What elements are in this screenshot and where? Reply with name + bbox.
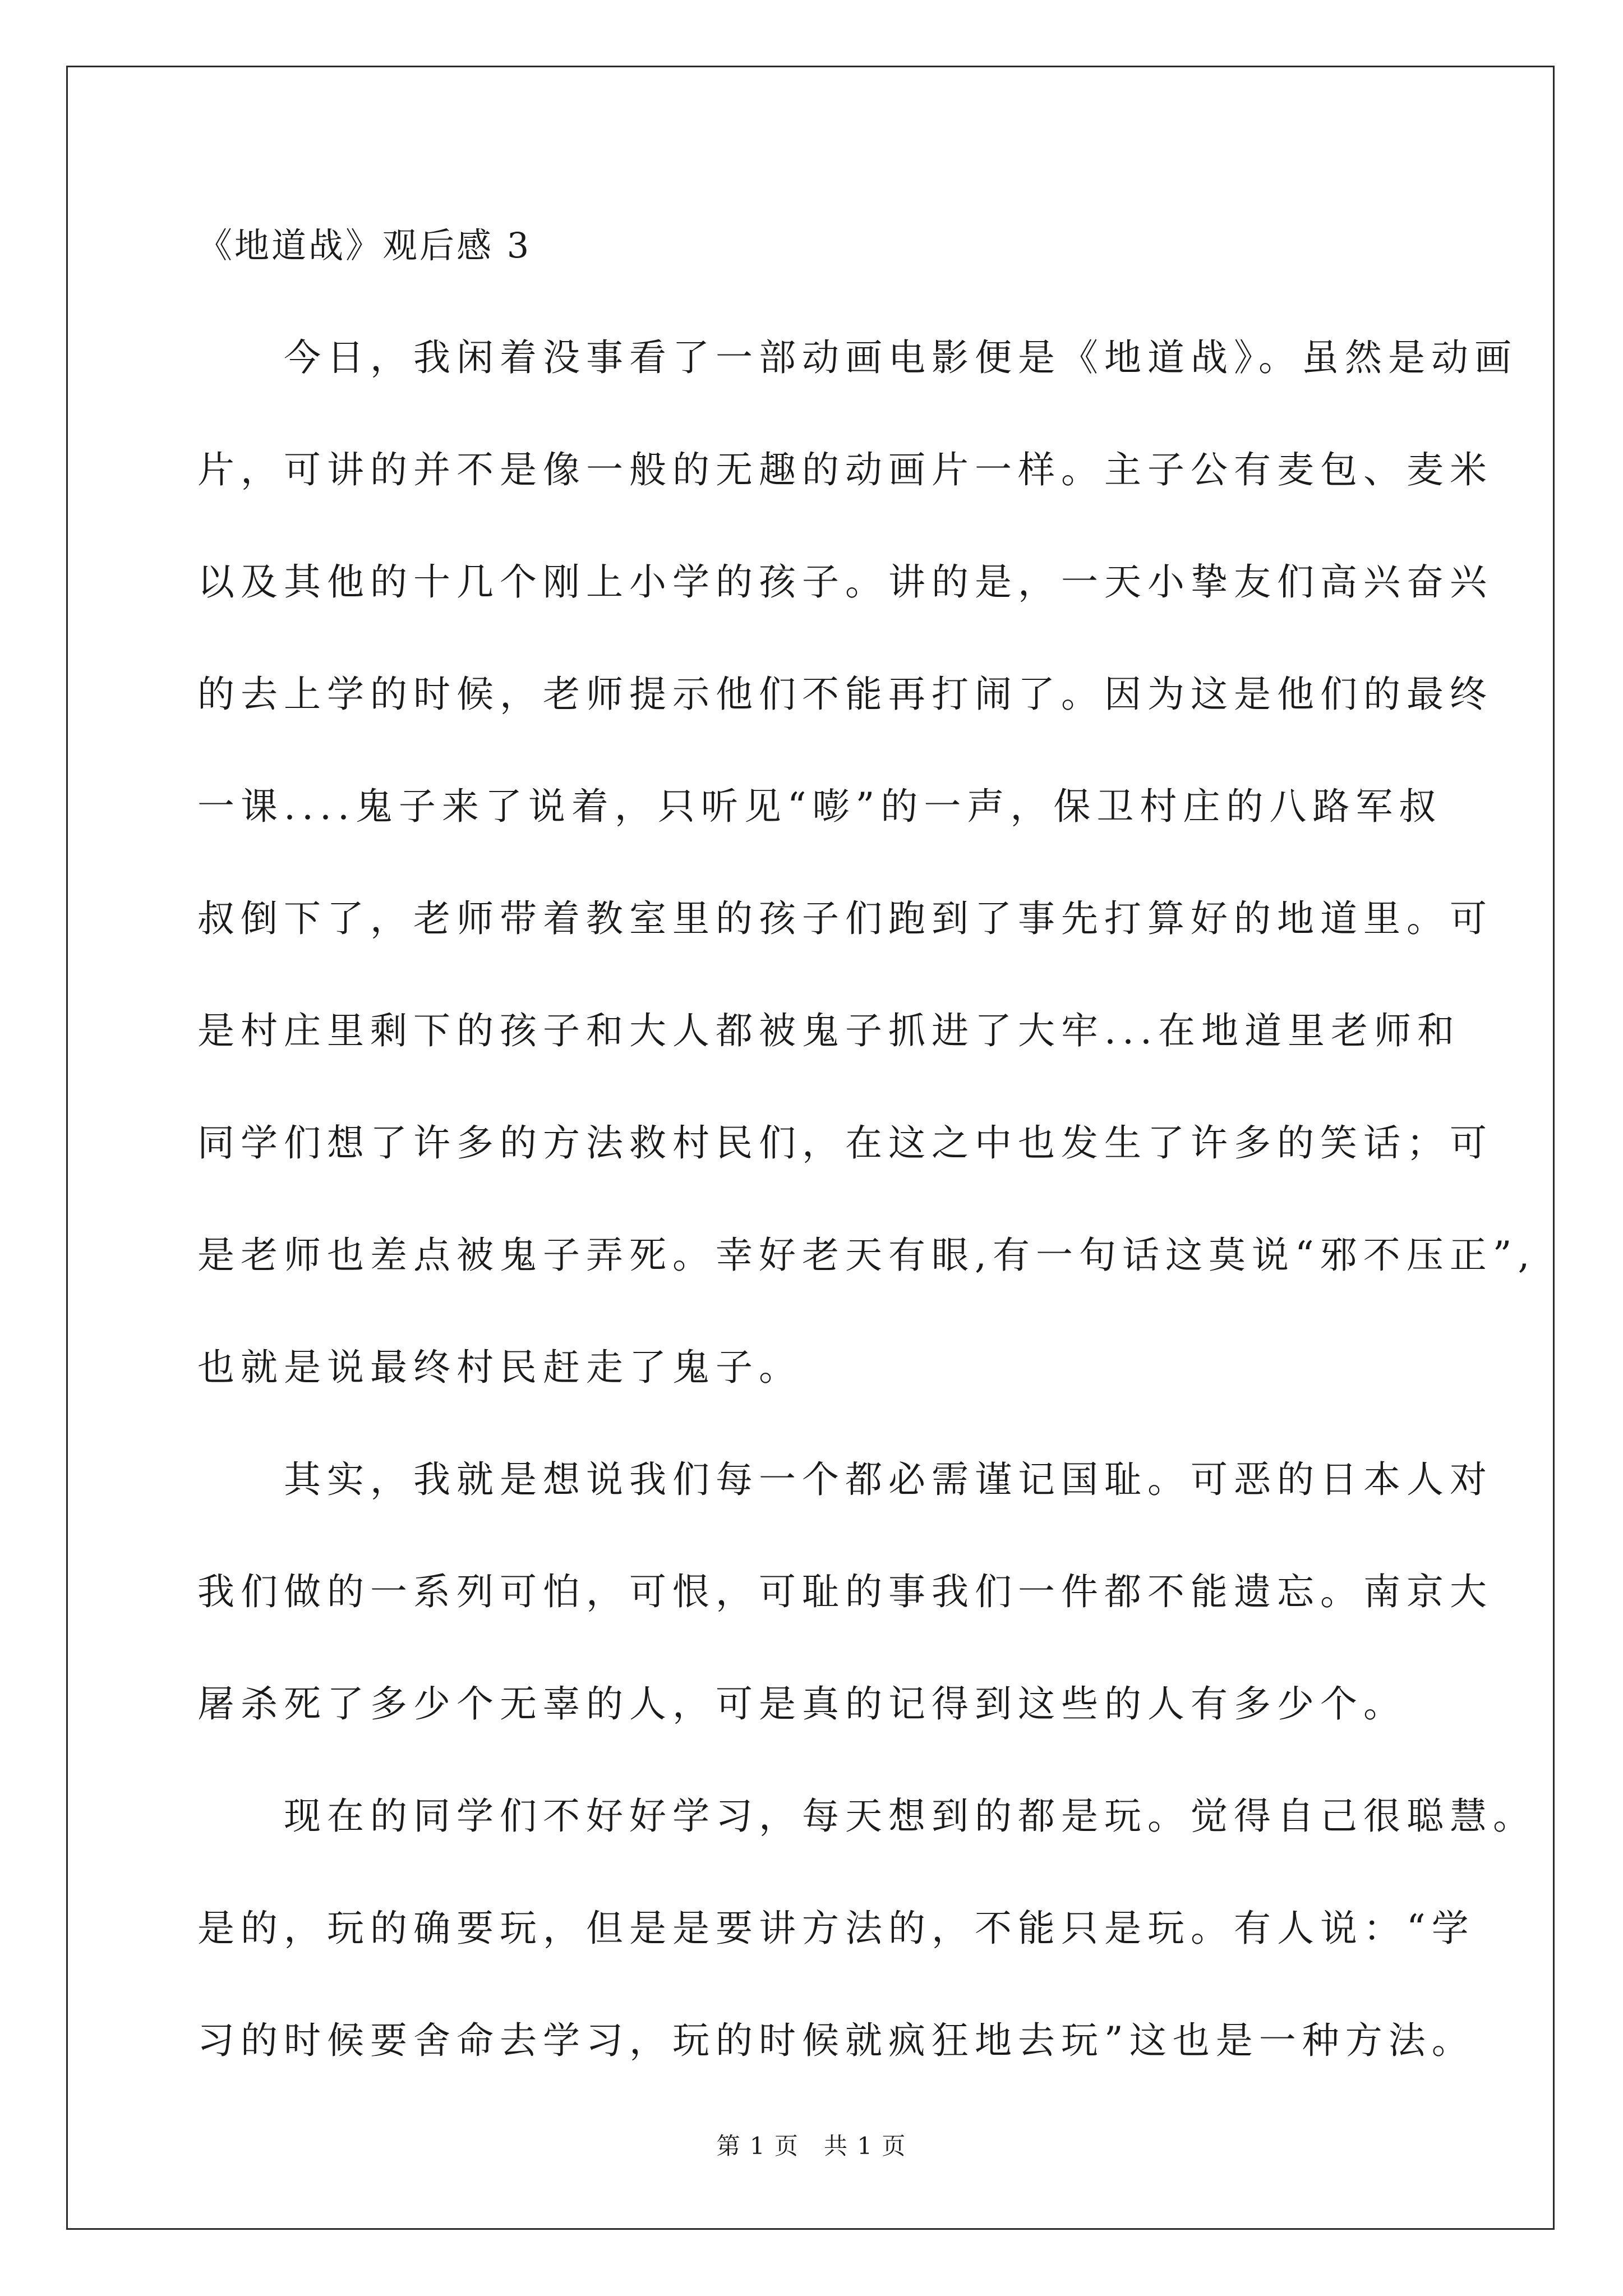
body-line: 是的，玩的确要玩，但是是要讲方法的，不能只是玩。有人说：“学 [197, 1907, 1475, 1950]
body-line: 我们做的一系列可怕，可恨，可耻的事我们一件都不能遗忘。南京大 [197, 1570, 1493, 1613]
body-line: 现在的同学们不好好学习，每天想到的都是玩。觉得自己很聪慧。 [197, 1795, 1536, 1838]
body-line: 也就是说最终村民赶走了鬼子。 [197, 1346, 802, 1389]
body-line: 其实，我就是想说我们每一个都必需谨记国耻。可恶的日本人对 [197, 1458, 1493, 1501]
body-line: 以及其他的十几个刚上小学的孩子。讲的是，一天小挚友们高兴奋兴 [197, 560, 1493, 604]
body-line: 今日，我闲着没事看了一部动画电影便是《地道战》。虽然是动画 [197, 336, 1518, 379]
body-line: 是老师也差点被鬼子弄死。幸好老天有眼,有一句话这莫说“邪不压正”, [197, 1234, 1536, 1277]
body-line: 的去上学的时候，老师提示他们不能再打闹了。因为这是他们的最终 [197, 673, 1493, 716]
body-line: 片，可讲的并不是像一般的无趣的动画片一样。主子公有麦包、麦米 [197, 448, 1493, 491]
page-number-footer: 第 1 页 共 1 页 [716, 2132, 907, 2160]
body-line: 是村庄里剩下的孩子和大人都被鬼子抓进了大牢...在地道里老师和 [197, 1009, 1460, 1052]
body-line: 习的时候要舍命去学习，玩的时候就疯狂地去玩”这也是一种方法。 [197, 2019, 1475, 2062]
document-title: 《地道战》观后感 3 [197, 225, 532, 266]
body-line: 屠杀死了多少个无辜的人，可是真的记得到这些的人有多少个。 [197, 1682, 1407, 1726]
body-line: 同学们想了许多的方法救村民们，在这之中也发生了许多的笑话；可 [197, 1121, 1493, 1165]
body-line: 叔倒下了，老师带着教室里的孩子们跑到了事先打算好的地道里。可 [197, 897, 1493, 940]
body-line: 一课....鬼子来了说着，只听见“嘭”的一声，保卫村庄的八路军叔 [197, 785, 1442, 828]
